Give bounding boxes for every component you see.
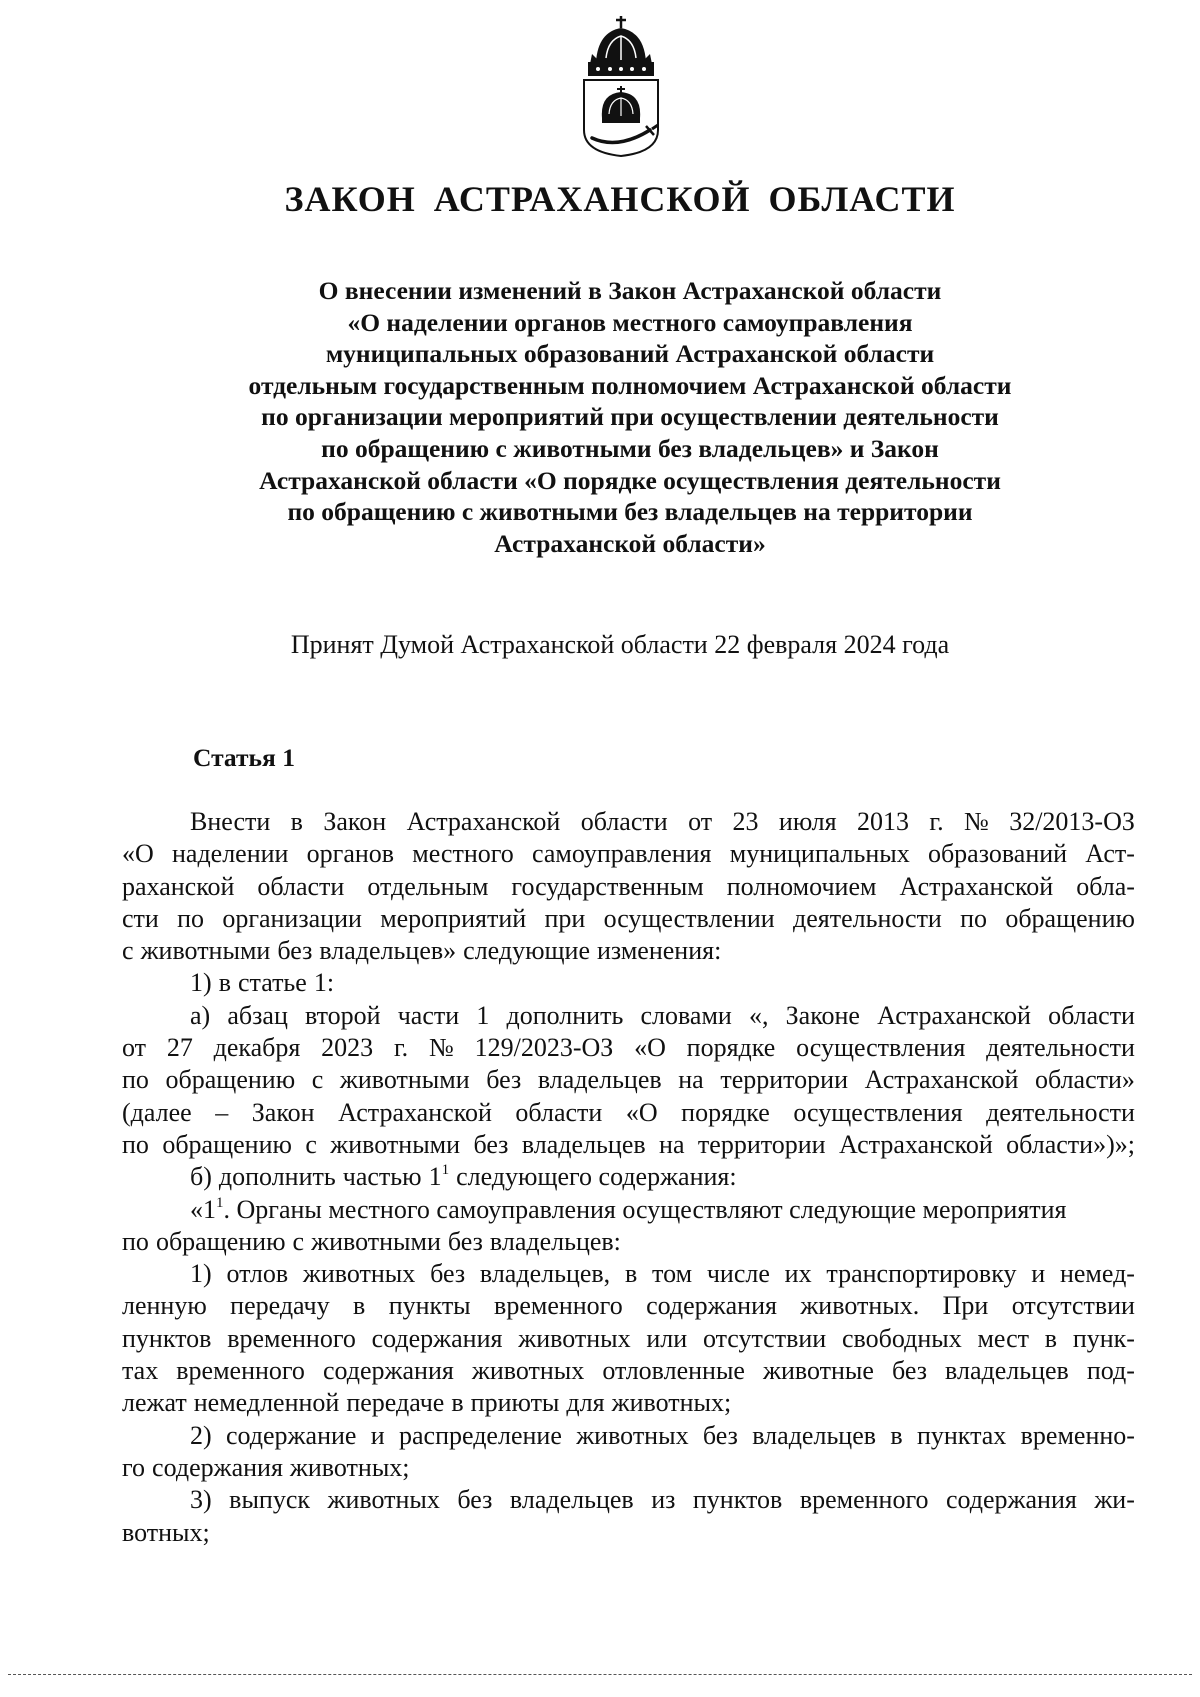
word: по: [177, 903, 205, 933]
word: области: [580, 807, 668, 836]
article-line: [122, 1226, 1135, 1258]
word: пунк-: [1072, 1323, 1135, 1353]
word: 23: [732, 807, 759, 836]
word: словами: [640, 1000, 732, 1030]
word: осуществлении: [603, 903, 775, 933]
word: органов: [306, 839, 395, 869]
word: с: [122, 936, 134, 966]
subtitle-line: муниципальных образований Астраханской области: [325, 339, 935, 369]
word: частью: [342, 1162, 422, 1192]
word: животные: [763, 1356, 874, 1386]
word: при: [544, 903, 586, 933]
word: под-: [1086, 1356, 1135, 1386]
word: 27: [166, 1033, 193, 1063]
word: ленную: [122, 1291, 207, 1321]
word: пунктах: [916, 1420, 1007, 1450]
word: содержания: [945, 1485, 1077, 1515]
document-title: ЗАКОН АСТРАХАНСКОЙ ОБЛАСТИ: [284, 179, 956, 219]
word: деятельности: [793, 903, 942, 933]
word: области»)»;: [1006, 1129, 1135, 1159]
word: отлов: [226, 1259, 289, 1289]
word: Астраханской: [839, 1129, 993, 1159]
subtitle-line: по обращению с животными без владельцев» и Закон: [321, 433, 939, 463]
word: 1): [190, 1259, 212, 1289]
word: отдельным: [367, 871, 489, 901]
word: содержания: [646, 1291, 777, 1321]
word: 1:: [313, 968, 335, 998]
word: временного: [176, 1356, 305, 1386]
word: Аст-: [1085, 839, 1135, 869]
word: животных: [518, 1323, 631, 1353]
word: обращению: [155, 1226, 286, 1256]
subtitle-line: Астраханской области «О порядке осуществления деятельности: [259, 465, 1001, 495]
word: лежат: [122, 1388, 187, 1418]
word: том: [652, 1259, 693, 1289]
word: пунктов: [122, 1323, 212, 1353]
article-line: [122, 1323, 1135, 1355]
word: мест: [977, 1323, 1030, 1353]
word: 3): [190, 1485, 212, 1515]
word: части: [397, 1000, 460, 1030]
word: обращению: [162, 1129, 292, 1159]
word: без: [473, 1129, 509, 1159]
law-subtitle: [150, 275, 1110, 559]
word: в: [1044, 1323, 1058, 1353]
word: образований: [927, 839, 1068, 869]
word: пунктов: [692, 1485, 783, 1515]
word: с: [311, 1065, 324, 1095]
word: животных: [471, 1356, 585, 1386]
word: Астраханской: [877, 1000, 1031, 1030]
word: животных;: [289, 1452, 410, 1482]
word: их: [784, 1259, 812, 1289]
word: обла-: [1076, 871, 1135, 901]
coat-of-arms-icon: [568, 14, 674, 158]
word: животными: [330, 1129, 461, 1159]
word: №: [428, 1033, 454, 1063]
word: в: [290, 807, 303, 836]
word: или: [646, 1323, 688, 1353]
adoption-note: Принят Думой Астраханской области 22 февраля 2024 года: [290, 630, 950, 659]
word: отсутствии: [1011, 1291, 1135, 1321]
line-tail: следующего содержания:: [456, 1162, 737, 1192]
article-line: [122, 1194, 1135, 1226]
word: владельцев: [509, 1485, 634, 1515]
line-tail: . Органы местного самоуправления осуществляют следующие мероприятия: [223, 1194, 1067, 1224]
word: а): [190, 1000, 211, 1030]
article-line: [122, 935, 1135, 967]
word: второй: [305, 1000, 381, 1030]
word: владельцев: [521, 1129, 646, 1159]
word: б): [190, 1162, 212, 1192]
page-bottom-divider: [8, 1674, 1192, 1675]
word: в: [353, 1291, 366, 1321]
word: владельцев: [752, 1420, 877, 1450]
word: абзац: [227, 1000, 288, 1030]
word: осуществления: [793, 1097, 963, 1127]
word: в: [218, 968, 231, 998]
article-line: [122, 903, 1135, 935]
word: мероприятий: [380, 903, 527, 933]
word: дополнить: [506, 1000, 624, 1030]
word: Астраханской: [864, 1065, 1019, 1095]
word: территории: [697, 1129, 826, 1159]
article-line: [122, 1032, 1135, 1064]
word: «,: [748, 1000, 769, 1030]
word: «$1^1$. Органы местного самоуправления осуществляют следующие мероприятия: [190, 1194, 1067, 1224]
word: отловленные: [602, 1356, 745, 1386]
word: следующие: [463, 936, 590, 966]
word: обращению: [1005, 903, 1135, 933]
article-line: [122, 1517, 1135, 1549]
word: отсутствии: [702, 1323, 827, 1353]
word: передачу: [230, 1291, 330, 1321]
article-line: [122, 1097, 1135, 1129]
word: $1^1$: [428, 1162, 450, 1192]
subtitle-line: отдельным государственным полномочием Астраханской области: [248, 370, 1012, 400]
word: без: [277, 936, 313, 966]
superscript: 1: [216, 1194, 224, 1211]
word: самоуправления: [531, 839, 712, 869]
word: организации: [222, 903, 362, 933]
word: временно-: [1020, 1420, 1135, 1450]
word: на: [659, 1129, 685, 1159]
subtitle-line: по организации мероприятий при осуществлении деятельности: [261, 402, 999, 432]
word: сти: [122, 903, 159, 933]
word: Астраханской: [406, 807, 561, 836]
word: 129/2023-ОЗ: [474, 1033, 614, 1063]
article-line: [122, 1355, 1135, 1387]
word: в: [624, 1259, 638, 1289]
word: передаче: [346, 1388, 445, 1418]
word: государственным: [511, 871, 704, 901]
word: без: [457, 1485, 493, 1515]
article-line: [122, 1064, 1135, 1096]
word: деятельности: [986, 1033, 1135, 1063]
word: порядке: [681, 1097, 770, 1127]
word: владельцев: [537, 1065, 662, 1095]
word: немедленной: [193, 1388, 340, 1418]
word: (далее: [122, 1097, 192, 1127]
word: без: [891, 1356, 927, 1386]
subtitle-line: Астраханской области»: [494, 528, 766, 558]
word: области: [1048, 1000, 1135, 1030]
word: июля: [778, 807, 837, 836]
word: г.: [393, 1033, 409, 1063]
article-line: [122, 1452, 1135, 1484]
word: по: [122, 1226, 149, 1256]
word: 1): [190, 968, 212, 998]
word: животных: [327, 1485, 440, 1515]
word: местного: [412, 839, 514, 869]
word: изменения:: [597, 936, 722, 966]
word: без: [702, 1420, 738, 1450]
article-line: [122, 1420, 1135, 1452]
word: животных;: [611, 1388, 732, 1418]
word: временного: [799, 1485, 929, 1515]
word: территории: [720, 1065, 849, 1095]
word: осуществления: [796, 1033, 966, 1063]
word: выпуск: [229, 1485, 311, 1515]
word: животных.: [800, 1291, 920, 1321]
word: содержания: [152, 1452, 283, 1482]
word: временного: [494, 1291, 623, 1321]
word: обращению: [165, 1065, 296, 1095]
word: раханской: [122, 871, 235, 901]
subtitle-line: по обращению с животными без владельцев на территории: [287, 497, 973, 527]
word: декабря: [213, 1033, 301, 1063]
word: из: [651, 1485, 676, 1515]
word: области: [515, 1097, 603, 1127]
word: с: [292, 1226, 305, 1256]
word: №: [963, 807, 989, 836]
word: 2013: [856, 807, 909, 836]
word: для: [566, 1388, 605, 1418]
word: и: [1031, 1259, 1046, 1289]
article-body: [122, 806, 1135, 1549]
word: дополнить: [218, 1162, 336, 1192]
word: животных: [302, 1259, 416, 1289]
word: содержания: [322, 1356, 454, 1386]
word: тах: [122, 1356, 159, 1386]
word: в: [890, 1420, 903, 1450]
word: животными: [339, 1065, 470, 1095]
word: Астраханской: [338, 1097, 492, 1127]
word: животными: [311, 1226, 441, 1256]
word: –: [215, 1097, 229, 1127]
word: владельцев»: [319, 936, 457, 966]
word: «О: [122, 839, 154, 869]
article-line: [122, 838, 1135, 870]
word: г.: [929, 807, 944, 836]
word: распределение: [399, 1420, 562, 1450]
word: 1: [476, 1000, 490, 1030]
article-line: [122, 1484, 1135, 1516]
word: 2): [190, 1420, 212, 1450]
subtitle-line: О внесении изменений в Закон Астраханской области: [318, 276, 942, 305]
word: транспортировку: [826, 1259, 1017, 1289]
article-line: [122, 1387, 1135, 1419]
word: го: [122, 1452, 146, 1482]
article-line: [122, 1129, 1135, 1161]
word: по: [122, 1129, 149, 1159]
word: области: [257, 871, 345, 901]
word: вотных;: [122, 1517, 210, 1547]
word: статье: [237, 968, 307, 998]
word: свободных: [841, 1323, 962, 1353]
article-heading: Статья 1: [193, 743, 295, 772]
word: Законе: [785, 1000, 860, 1030]
word: без: [447, 1226, 483, 1256]
word: муниципальных: [729, 839, 910, 869]
word: владельцев:: [489, 1226, 621, 1256]
word: числе: [706, 1259, 770, 1289]
word: «О: [634, 1033, 666, 1063]
word: При: [942, 1291, 989, 1321]
word: по: [960, 903, 988, 933]
word: полномочием: [726, 871, 877, 901]
word: владельцев: [945, 1356, 1069, 1386]
word: «О: [625, 1097, 658, 1127]
word: без: [430, 1259, 466, 1289]
article-line: [122, 871, 1135, 903]
article-line: [122, 1258, 1135, 1290]
article-line: [122, 1000, 1135, 1032]
superscript: 1: [441, 1162, 450, 1179]
subtitle-line: «О наделении органов местного самоуправления: [347, 307, 913, 337]
word: 32/2013-ОЗ: [1009, 807, 1135, 836]
word: наделении: [171, 839, 289, 869]
word: от: [122, 1033, 147, 1063]
word: с: [305, 1129, 317, 1159]
word: содержание: [226, 1420, 357, 1450]
word: временного: [227, 1323, 356, 1353]
word: без: [486, 1065, 522, 1095]
word: пункты: [388, 1291, 471, 1321]
word: жи-: [1094, 1485, 1135, 1515]
word: деятельности: [986, 1097, 1135, 1127]
word: в: [451, 1388, 464, 1418]
word: от: [688, 807, 713, 836]
word: владельцев,: [479, 1259, 611, 1289]
word: немед-: [1059, 1259, 1135, 1289]
article-line: [122, 967, 1135, 999]
article-line: [122, 1290, 1135, 1322]
word: и: [370, 1420, 385, 1450]
word: Внести: [190, 807, 271, 836]
article-line: [122, 806, 1135, 838]
word: животными: [140, 936, 271, 966]
word: на: [678, 1065, 704, 1095]
article-line: [122, 1161, 1135, 1193]
word: области»: [1035, 1065, 1135, 1095]
word: 2023: [321, 1033, 374, 1063]
word: Закон: [323, 807, 387, 836]
word: приюты: [470, 1388, 560, 1418]
word: содержания: [371, 1323, 503, 1353]
word: Астраханской: [899, 871, 1054, 901]
word: по: [122, 1065, 149, 1095]
word: Закон: [251, 1097, 315, 1127]
word: порядке: [686, 1033, 776, 1063]
word: животных: [576, 1420, 689, 1450]
